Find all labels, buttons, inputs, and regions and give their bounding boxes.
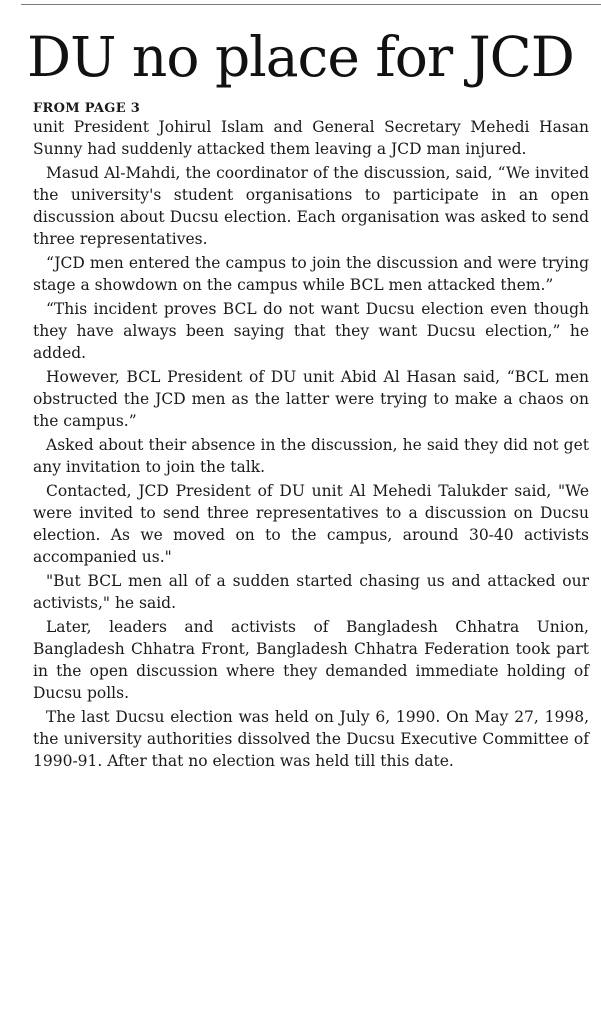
paragraph: "But BCL men all of a sudden started chasing us and attacked our activists," he said. [33, 572, 589, 612]
paragraph: However, BCL President of DU unit Abid Al Hasan said, “BCL men obstructed the JCD men as the latter were trying to make a chaos on the campus.” [33, 368, 589, 430]
paragraph: Contacted, JCD President of DU unit Al Mehedi Talukder said, "We were invited to send three representatives to a discussion on Ducsu election. As we moved on to the campus, around 30-40 activists accompanied us." [33, 482, 589, 566]
paragraph: “This incident proves BCL do not want Ducsu election even though they have always been saying that they want Ducsu election,” he added. [33, 300, 589, 362]
paragraph: unit President Johirul Islam and General Secretary Mehedi Hasan Sunny had suddenly attacked them leaving a JCD man injured. [33, 118, 589, 158]
paragraph: The last Ducsu election was held on July 6, 1990. On May 27, 1998, the university authorities dissolved the Ducsu Executive Committee of 1990-91. After that no election was held till this date. [33, 708, 589, 770]
article-body [33, 116, 589, 772]
paragraph: “JCD men entered the campus to join the discussion and were trying stage a showdown on the campus while BCL men attacked them.” [33, 254, 589, 294]
jump-label: FROM PAGE 3 [33, 101, 141, 116]
paragraph: Masud Al-Mahdi, the coordinator of the discussion, said, “We invited the university's student organisations to participate in an open discussion about Ducsu election. Each organisation was asked to send three representatives. [33, 164, 589, 248]
top-rule [21, 4, 601, 5]
headline: DU no place for JCD [27, 25, 574, 89]
paragraph: Later, leaders and activists of Bangladesh Chhatra Union, Bangladesh Chhatra Front, Bangladesh Chhatra Federation took part in the open discussion where they demanded immediate holding of Ducsu polls. [33, 618, 589, 702]
paragraph: Asked about their absence in the discussion, he said they did not get any invitation to join the talk. [33, 436, 589, 476]
